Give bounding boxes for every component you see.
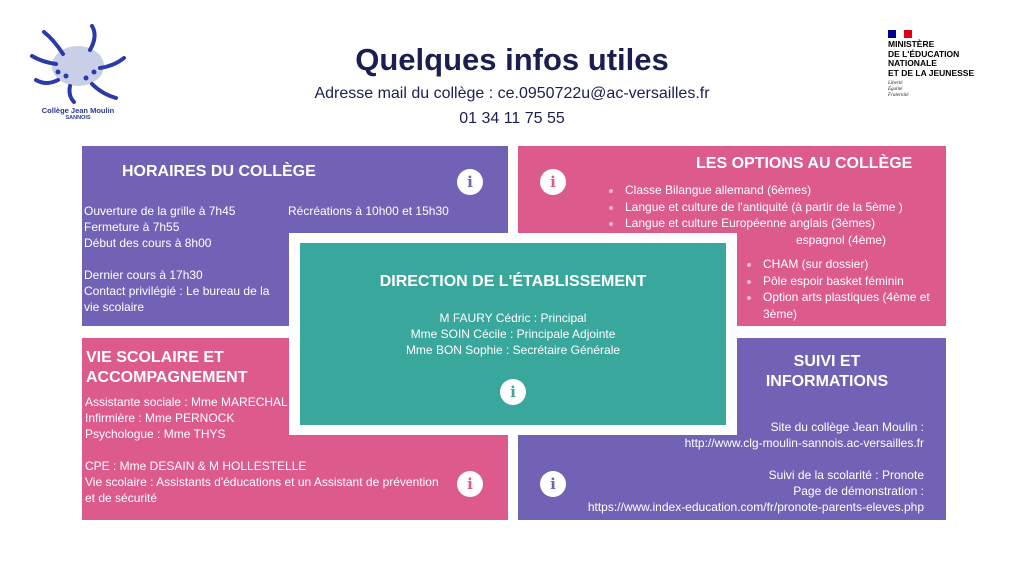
option-item: • Classe Bilangue allemand (6èmes)	[623, 182, 953, 199]
horaires-line: vie scolaire	[84, 300, 145, 314]
motto-line: Égalité	[888, 87, 903, 92]
option-item: • Langue et culture Européenne anglais (3èmes)	[623, 215, 953, 232]
republic-motto	[888, 81, 1008, 99]
ministry-line: MINISTÈRE	[888, 39, 935, 49]
options-list-a	[607, 182, 953, 232]
options-list-b	[745, 256, 959, 322]
school-logo	[28, 22, 128, 132]
option-item: • Option arts plastiques (4ème et 3ème)	[761, 289, 959, 322]
school-name: Collège Jean Moulin	[41, 106, 115, 115]
horaires-line: Ouverture de la grille à 7h45	[84, 204, 236, 218]
vie-scolaire-line: Infirmière : Mme PERNOCK	[85, 411, 235, 425]
vie-scolaire-line: Assistante sociale : Mme MARECHAL	[85, 395, 288, 409]
ministry-line: DE L'ÉDUCATION	[888, 48, 960, 59]
direction-line: M FAURY Cédric : Principal	[439, 311, 587, 325]
vie-scolaire-line: CPE : Mme DESAIN & M HOLLESTELLE	[85, 459, 307, 473]
vie-scolaire-line: Psychologue : Mme THYS	[85, 427, 226, 441]
suivi-line: Site du collège Jean Moulin :	[770, 420, 924, 434]
motto-line: Fraternité	[888, 93, 909, 98]
direction-title: DIRECTION DE L'ÉTABLISSEMENT	[379, 273, 647, 290]
suivi-line	[524, 451, 924, 467]
vie-scolaire-line: Vie scolaire : Assistants d'éducations et un Assistant de prévention	[85, 475, 439, 489]
ministry-line: NATIONALE	[888, 58, 937, 68]
ministry-name	[888, 40, 1008, 78]
school-town: SANNOIS	[65, 115, 91, 121]
french-flag-icon	[888, 30, 912, 38]
horaires-line: Dernier cours à 17h30	[84, 268, 203, 282]
suivi-title	[744, 352, 910, 392]
horaires-line: Fermeture à 7h55	[84, 220, 180, 234]
vie-scolaire-info-icon[interactable]: i	[457, 471, 483, 497]
suivi-title-line: INFORMATIONS	[765, 373, 889, 390]
suivi-line: Suivi de la scolarité : Pronote	[768, 468, 924, 482]
direction-line: Mme BON Sophie : Secrétaire Générale	[405, 343, 621, 357]
ministry-logo	[888, 30, 1008, 99]
option-item: • Pôle espoir basket féminin	[761, 273, 959, 290]
direction-frame	[289, 233, 737, 435]
horaires-line: Contact privilégié : Le bureau de la	[84, 284, 270, 298]
horaires-title: HORAIRES DU COLLÈGE	[122, 163, 316, 180]
direction-info-icon[interactable]: i	[500, 379, 526, 405]
vie-scolaire-line: et de sécurité	[85, 491, 158, 505]
school-email: Adresse mail du collège : ce.0950722u@ac-versailles.fr	[314, 85, 710, 102]
option-item: • Langue et culture de l'antiquité (à partir de la 5ème )	[623, 199, 953, 216]
horaires-info-icon[interactable]: i	[457, 169, 483, 195]
vie-scolaire-title-line: VIE SCOLAIRE ET	[86, 349, 224, 366]
option-item: • CHAM (sur dossier)	[761, 256, 959, 273]
horaires-line: Début des cours à 8h00	[84, 236, 212, 250]
vie-scolaire-title-line: ACCOMPAGNEMENT	[86, 369, 248, 386]
horaires-details	[84, 203, 284, 315]
ministry-line: ET DE LA JEUNESSE	[888, 67, 975, 78]
suivi-line: Page de démonstration :	[793, 484, 924, 498]
horaires-recreations: Récréations à 10h00 et 15h30	[288, 204, 449, 218]
suivi-link[interactable]: http://www.clg-moulin-sannois.ac-versailles.fr	[684, 436, 924, 450]
suivi-title-line: SUIVI ET	[793, 353, 861, 370]
horaires-line	[84, 251, 284, 267]
options-title: LES OPTIONS AU COLLÈGE	[696, 155, 913, 172]
direction-card	[300, 243, 726, 425]
motto-line: Liberté	[888, 81, 903, 86]
suivi-link[interactable]: https://www.index-education.com/fr/pronote-parents-eleves.php	[587, 500, 924, 514]
page-title: Quelques infos utiles	[355, 42, 669, 77]
direction-line: Mme SOIN Cécile : Principale Adjointe	[410, 327, 616, 341]
option-espagnol: espagnol (4ème)	[796, 233, 887, 247]
vie-scolaire-title	[86, 348, 247, 388]
school-emblem-icon	[28, 22, 128, 104]
options-info-icon[interactable]: i	[540, 169, 566, 195]
vie-scolaire-line	[85, 442, 465, 458]
direction-details	[300, 310, 726, 358]
school-phone: 01 34 11 75 55	[459, 110, 565, 127]
suivi-info-icon[interactable]: i	[540, 471, 566, 497]
